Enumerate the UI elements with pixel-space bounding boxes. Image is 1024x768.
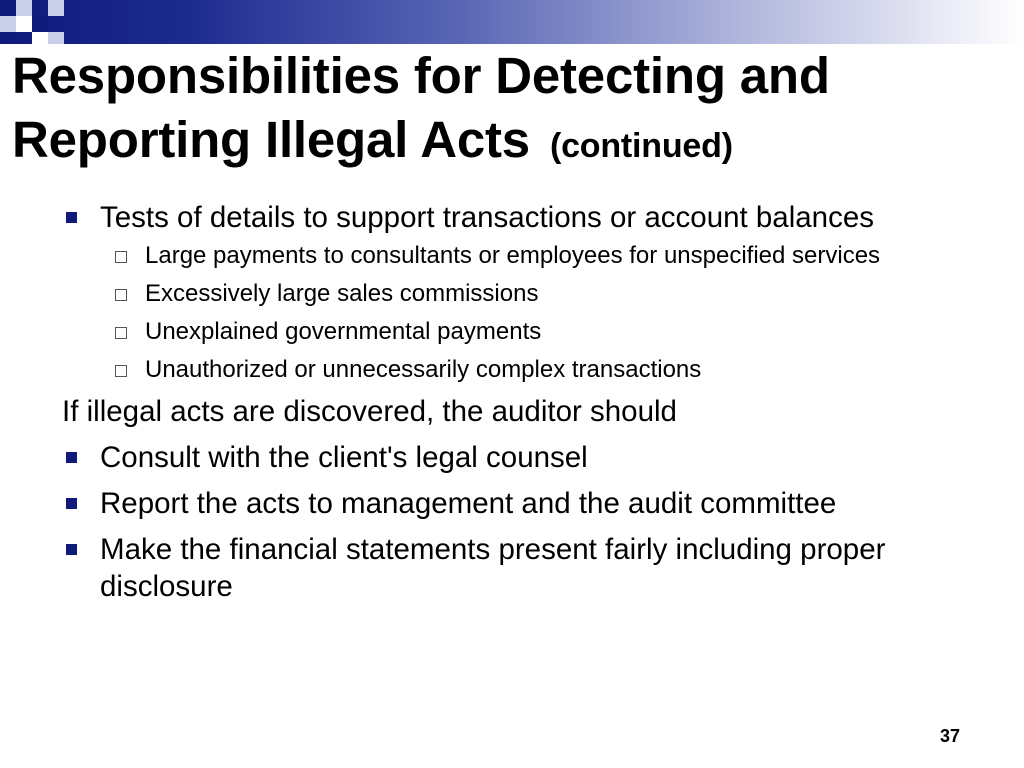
bullet-text: Tests of details to support transactions or account balances <box>100 201 874 234</box>
sub-bullet-item <box>62 355 982 385</box>
action-text: Report the acts to management and the audit committee <box>100 487 837 520</box>
action-text: Consult with the client's legal counsel <box>100 441 588 474</box>
decor-square-icon <box>48 32 64 44</box>
action-item <box>62 531 982 605</box>
slide-title-text: Responsibilities for Detecting and Reporting Illegal Acts <box>12 47 830 168</box>
sub-bullet-text: Large payments to consultants or employees for unspecified services <box>145 242 881 269</box>
decor-square-icon <box>16 0 32 16</box>
action-item <box>62 485 982 522</box>
filled-square-bullet-icon <box>66 452 77 463</box>
filled-square-bullet-icon <box>66 212 77 223</box>
action-text: Make the financial statements present fairly including proper disclosure <box>100 533 886 603</box>
sub-bullet-text: Excessively large sales commissions <box>145 280 539 307</box>
sub-bullet-item <box>62 317 982 347</box>
slide-body <box>62 199 982 614</box>
hollow-square-bullet-icon <box>115 327 127 339</box>
slide-title <box>12 44 1012 178</box>
hollow-square-bullet-icon <box>115 365 127 377</box>
page-number: 37 <box>939 726 961 746</box>
hollow-square-bullet-icon <box>115 289 127 301</box>
decor-square-icon <box>0 0 16 16</box>
hollow-square-bullet-icon <box>115 251 127 263</box>
intro-text: If illegal acts are discovered, the auditor should <box>62 395 677 428</box>
filled-square-bullet-icon <box>66 544 77 555</box>
action-item <box>62 439 982 476</box>
decor-square-icon <box>48 0 64 16</box>
slide-title-suffix: (continued) <box>549 127 733 165</box>
header-gradient-band <box>0 0 1024 44</box>
decor-square-icon <box>0 16 16 32</box>
filled-square-bullet-icon <box>66 498 77 509</box>
decor-square-icon <box>16 16 32 32</box>
sub-bullet-text: Unexplained governmental payments <box>145 318 542 345</box>
sub-bullet-text: Unauthorized or unnecessarily complex transactions <box>145 356 702 383</box>
sub-bullet-item <box>62 279 982 309</box>
sub-bullet-item <box>62 241 982 271</box>
decor-square-icon <box>32 32 48 44</box>
bullet-item <box>62 199 982 236</box>
sub-bullet-list <box>62 241 982 385</box>
intro-line <box>62 393 982 430</box>
decor-square-icon <box>32 16 48 32</box>
